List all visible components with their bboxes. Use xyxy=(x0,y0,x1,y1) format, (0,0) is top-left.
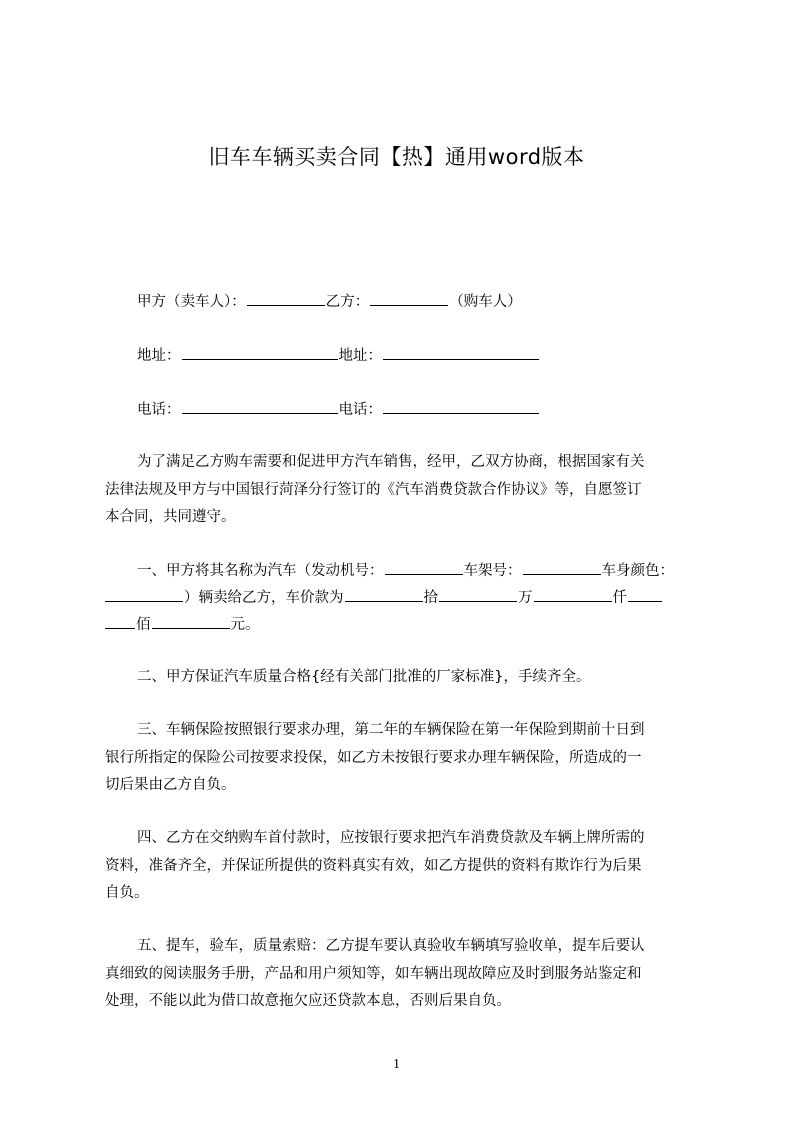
clause4-line-1: 四、乙方在交纳购车首付款时，应按银行要求把汽车消费贷款及车辆上牌所需的 xyxy=(137,830,645,846)
intro-line-1: 为了满足乙方购车需要和促进甲方汽车销售，经甲，乙双方协商，根据国家有关 xyxy=(137,454,645,470)
clause1-frame-label: 车架号： xyxy=(463,563,522,579)
seller-phone-label: 电话： xyxy=(137,402,181,418)
clause2-line-1: 二、甲方保证汽车质量合格{经有关部门批准的厂家标准}，手续齐全。 xyxy=(137,669,591,685)
address-line xyxy=(137,345,737,366)
price-blank-2 xyxy=(439,587,517,602)
clause4-line-2: 资料，准备齐全，并保证所提供的资料真实有效，如乙方提供的资料有欺诈行为后果 xyxy=(105,858,642,874)
clause5-line-2: 真细致的阅读服务手册，产品和用户须知等，如车辆出现故障应及时到服务站鉴定和 xyxy=(105,966,642,982)
price-blank-5 xyxy=(152,614,230,629)
clause5-line-3: 处理，不能以此为借口故意拖欠应还贷款本息，否则后果自负。 xyxy=(105,993,511,1009)
phone-line xyxy=(137,399,737,420)
seller-address-label: 地址： xyxy=(137,348,181,364)
color-blank xyxy=(105,587,183,602)
clause1-color-label: 车身颜色： xyxy=(601,563,674,579)
clause1-line-2 xyxy=(105,587,705,608)
unit-bai: 佰 xyxy=(136,617,151,633)
clause1-line-1 xyxy=(137,560,737,581)
price-blank-4a xyxy=(628,587,662,602)
clause1-price-label: ）辆卖给乙方，车价款为 xyxy=(184,590,344,606)
document-title: 旧车车辆买卖合同【热】通用word版本 xyxy=(208,145,585,169)
buyer-suffix: （购车人） xyxy=(449,294,522,310)
intro-line-3: 本合同，共同遵守。 xyxy=(105,509,236,525)
seller-phone-blank xyxy=(182,399,338,414)
clause3-line-3: 切后果由乙方自负。 xyxy=(105,777,236,793)
price-blank-1 xyxy=(345,587,423,602)
buyer-phone-label: 电话： xyxy=(338,402,382,418)
seller-address-blank xyxy=(182,345,338,360)
seller-buyer-line xyxy=(137,291,737,312)
clause4-line-3: 自负。 xyxy=(105,885,149,901)
buyer-phone-blank xyxy=(383,399,539,414)
buyer-label: 乙方： xyxy=(325,294,370,310)
intro-line-2: 法律法规及甲方与中国银行菏泽分行签订的《汽车消费贷款合作协议》等，自愿签订 xyxy=(105,482,642,498)
frame-number-blank xyxy=(523,560,601,575)
unit-wan: 万 xyxy=(518,590,533,606)
buyer-address-blank xyxy=(383,345,539,360)
clause3-line-2: 银行所指定的保险公司按要求投保，如乙方未按银行要求办理车辆保险，所造成的一 xyxy=(105,750,642,766)
page-number: 1 xyxy=(393,1057,400,1072)
buyer-address-label: 地址： xyxy=(338,348,382,364)
price-blank-4b xyxy=(105,614,135,629)
price-blank-3 xyxy=(534,587,612,602)
engine-number-blank xyxy=(385,560,463,575)
clause5-line-1: 五、提车，验车，质量索赔：乙方提车要认真验收车辆填写验收单，提车后要认 xyxy=(137,938,645,954)
clause3-line-1: 三、车辆保险按照银行要求办理，第二年的车辆保险在第一年保险到期前十日到 xyxy=(137,722,645,738)
clause1-line-3 xyxy=(105,614,705,635)
unit-yuan: 元。 xyxy=(230,617,260,633)
seller-label: 甲方（卖车人）： xyxy=(137,294,246,310)
clause1-engine-label: 一、甲方将其名称为汽车（发动机号： xyxy=(137,563,384,579)
unit-qian: 仟 xyxy=(612,590,627,606)
unit-shi: 拾 xyxy=(423,590,438,606)
seller-name-blank xyxy=(247,291,325,306)
buyer-name-blank xyxy=(370,291,448,306)
